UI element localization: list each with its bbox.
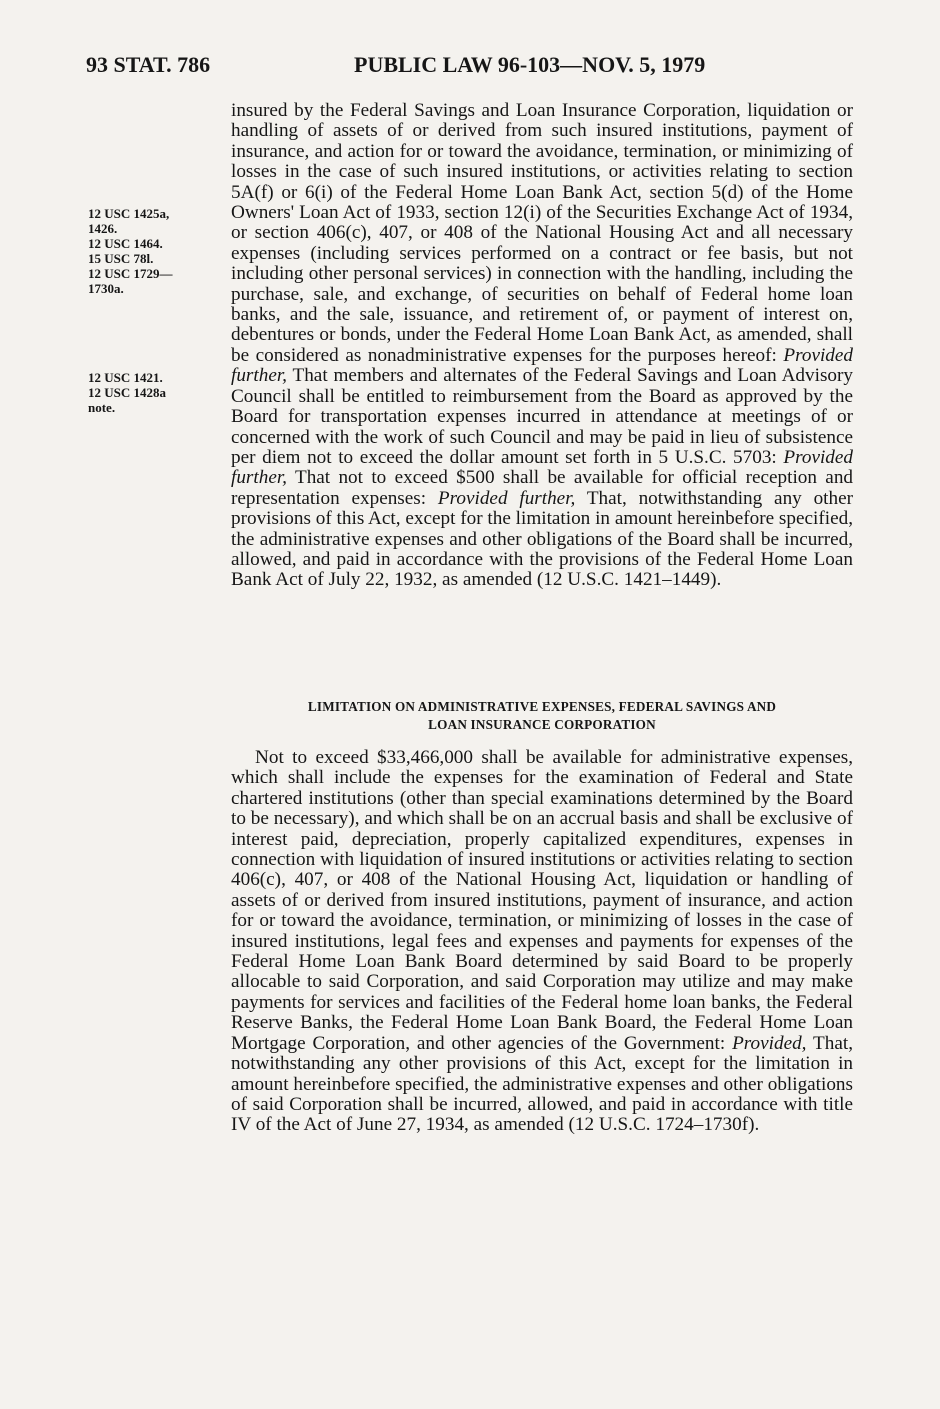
margin-note: 15 USC 78l.	[88, 251, 154, 266]
provided-further-phrase: Provided further,	[437, 487, 576, 509]
heading-line: LOAN INSURANCE CORPORATION	[428, 717, 656, 732]
margin-note: 12 USC 1428a	[88, 385, 167, 400]
text-run: That, notwithstanding any other provisions of this Act, except for the limitation in amount hereinbefore specified, the administrative expenses and other obligations of said Corporation shall be incurred, allowed, and paid in accordance with title IV of the Act of June 27, 1934, as amended (12 U.S.C. 1724–1730f).	[231, 1032, 853, 1136]
margin-note: 1426.	[88, 221, 118, 236]
page-header	[86, 52, 856, 82]
paragraph-text	[231, 748, 853, 1136]
paragraph-continuation	[231, 101, 853, 591]
text-run: That not to exceed $500 shall be available for official reception and representation expenses:	[231, 467, 854, 509]
text-run: insured by the Federal Savings and Loan Insurance Corporation, liquidation or handling of assets of or derived from such insured institutions, payment of insurance, and action for or toward the avoidance, termination, or minimizing of losses in the case of such insured institutions, or activities relating to section 5A(f) or 6(i) of the Federal Home Loan Bank Act, section 5(d) of the Home Owners' Loan Act of 1933, section 12(i) of the Securities Exchange Act of 1934, or section 406(c), 407, or 408 of the National Housing Act and all necessary expenses (including services performed on a contract or fee basis, but not including other personal services) in connection with the handling, including the purchase, sale, and exchange, of securities on behalf of Federal home loan banks, and the sale, issuance, and retirement of, or payment of interest on, debentures or bonds, under the Federal Home Loan Bank Act, as amended, shall be considered as nonadministrative expenses for the purposes hereof:	[231, 100, 853, 366]
margin-note: 12 USC 1729—	[88, 266, 173, 281]
heading-line: LIMITATION ON ADMINISTRATIVE EXPENSES, FEDERAL SAVINGS AND	[307, 699, 777, 714]
margin-note: 12 USC 1421.	[88, 370, 163, 385]
section-heading	[231, 698, 853, 734]
stat-page-number: 93 STAT. 786	[86, 52, 211, 77]
provided-phrase: Provided,	[732, 1032, 807, 1054]
provided-further-phrase: Provided further,	[231, 344, 853, 387]
margin-note: note.	[88, 400, 116, 415]
margin-citations-1	[88, 206, 218, 296]
paragraph-text	[231, 101, 853, 591]
margin-note: 1730a.	[88, 281, 124, 296]
text-run: That, notwithstanding any other provisions of this Act, except for the limitation in amount hereinbefore specified, the administrative expenses and other obligations of the Board shall be incurred, allowed, and paid in accordance with the provisions of the Federal Home Loan Bank Act of July 22, 1932, as amended (12 U.S.C. 1421–1449).	[231, 487, 854, 591]
margin-note: 12 USC 1464.	[88, 236, 163, 251]
text-run: Not to exceed $33,466,000 shall be available for administrative expenses, which shall include the expenses for the examination of Federal and State chartered institutions (other than special examinations determined by the Board to be necessary), and which shall be on an accrual basis and shall be exclusive of interest paid, depreciation, properly capitalized expenditures, expenses in connection with liquidation of insured institutions or activities relating to section 406(c), 407, or 408 of the National Housing Act, liquidation or handling of assets of or derived from insured institutions, payment of insurance, and action for or toward the avoidance, termination, or minimizing of losses in the case of insured institutions, legal fees and expenses and payments for expenses of the Federal Home Loan Bank Board determined by said Board to be properly allocable to said Corporation, and said Corporation may utilize and may make payments for services and facilities of the Federal home loan banks, the Federal Reserve Banks, the Federal Home Loan Bank Board, the Federal Home Loan Mortgage Corporation, and other agencies of the Government:	[231, 747, 853, 1054]
margin-note: 12 USC 1425a,	[88, 206, 170, 221]
paragraph-limitation	[231, 748, 853, 1136]
provided-further-phrase: Provided further,	[231, 446, 853, 489]
text-run: That members and alternates of the Federal Savings and Loan Advisory Council shall be entitled to reimbursement from the Board as approved by the Board for transportation expenses incurred in attendance at meetings of or concerned with the work of such Council and may be paid in lieu of subsistence per diem not to exceed the dollar amount set forth in 5 U.S.C. 5703:	[231, 365, 853, 468]
public-law-title: PUBLIC LAW 96-103—NOV. 5, 1979	[354, 52, 706, 77]
margin-citations-2	[88, 370, 218, 415]
